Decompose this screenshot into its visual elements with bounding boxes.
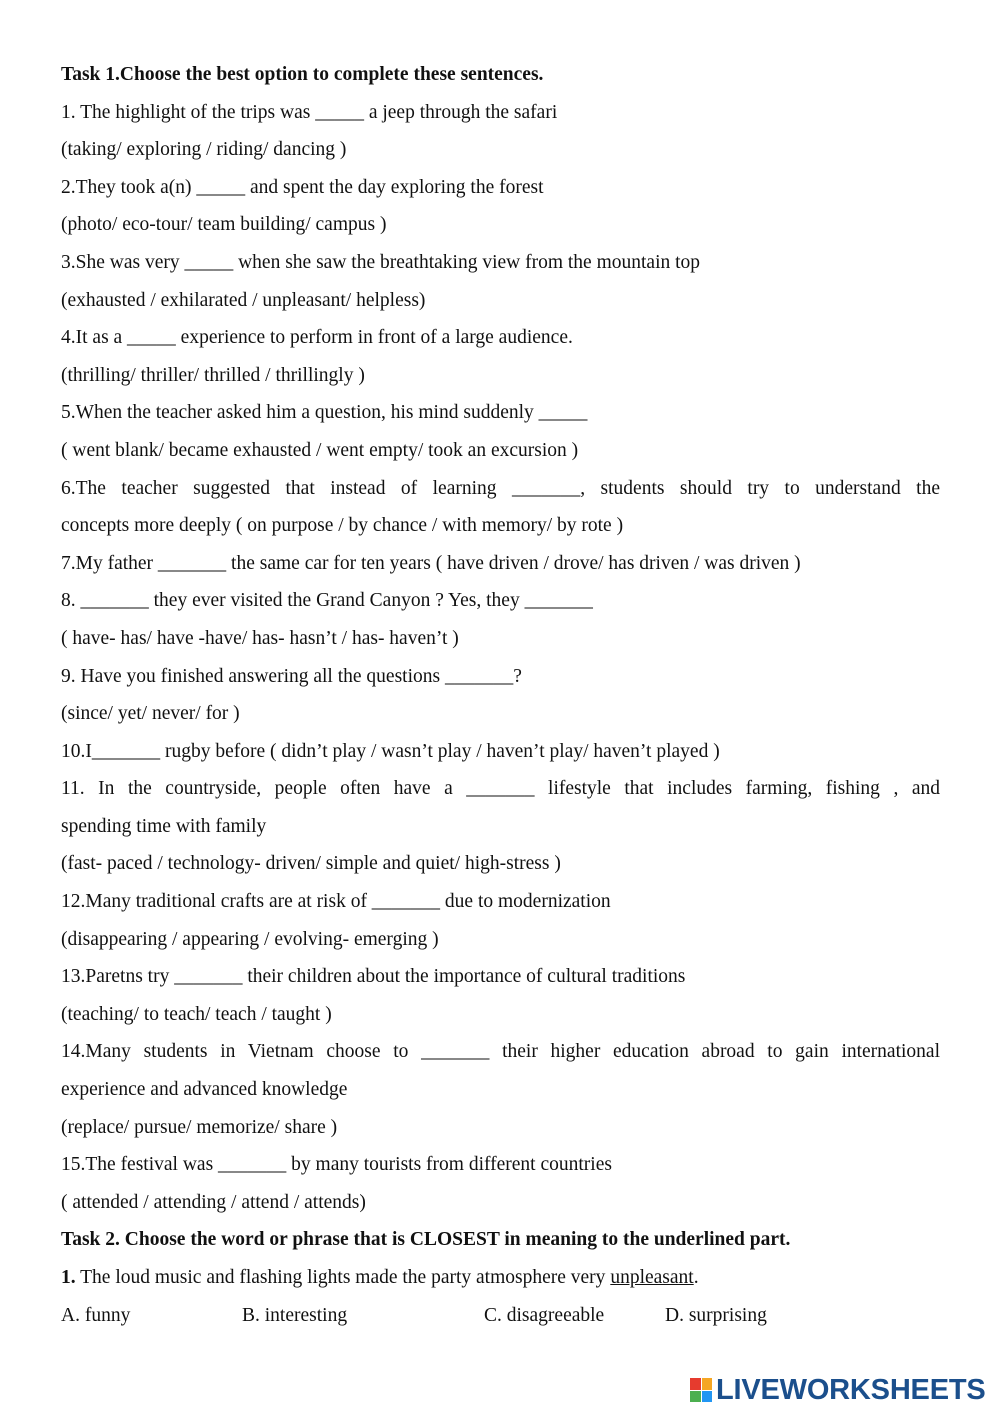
options-line: (since/ yet/ never/ for ) xyxy=(61,703,240,725)
option-a[interactable]: A. funny xyxy=(61,1304,131,1326)
options-line: (fast- paced / technology- driven/ simple and quiet/ high-stress ) xyxy=(61,853,561,875)
question-line: 4.It as a _____ experience to perform in front of a large audience. xyxy=(61,327,573,349)
question-line: concepts more deeply ( on purpose / by chance / with memory/ by rote ) xyxy=(61,515,624,537)
options-line: (taking/ exploring / riding/ dancing ) xyxy=(61,139,347,161)
option-c[interactable]: C. disagreeable xyxy=(484,1304,605,1326)
question-line: 10.I_______ rugby before ( didn’t play / wasn’t play / haven’t play/ haven’t played ) xyxy=(61,740,720,762)
options-line: (thrilling/ thriller/ thrilled / thrillingly ) xyxy=(61,364,365,386)
question-line: experience and advanced knowledge xyxy=(61,1079,348,1101)
question-line: 14.Many students in Vietnam choose to _______ their higher education abroad to gain international xyxy=(61,1041,940,1063)
options-line: (replace/ pursue/ memorize/ share ) xyxy=(61,1116,338,1138)
options-line: (teaching/ to teach/ teach / taught ) xyxy=(61,1003,332,1025)
worksheet-page xyxy=(61,56,940,1334)
task1-title: Task 1.Choose the best option to complete these sentences. xyxy=(61,64,544,85)
question-end: . xyxy=(693,1267,699,1288)
question-line: 6.The teacher suggested that instead of learning _______, students should try to understand the xyxy=(61,477,940,499)
question-number: 1. xyxy=(61,1267,76,1288)
task1-questions xyxy=(61,94,940,1222)
question-line: 7.My father _______ the same car for ten years ( have driven / drove/ has driven / was driven ) xyxy=(61,552,801,574)
options-line: (disappearing / appearing / evolving- emerging ) xyxy=(61,928,439,950)
options-line: (exhausted / exhilarated / unpleasant/ helpless) xyxy=(61,289,426,311)
question-line: 9. Have you finished answering all the questions _______? xyxy=(61,665,522,687)
options-line: ( have- has/ have -have/ has- hasn’t / has- haven’t ) xyxy=(61,627,459,649)
options-line: ( attended / attending / attend / attends) xyxy=(61,1191,366,1213)
question-line: 3.She was very _____ when she saw the breathtaking view from the mountain top xyxy=(61,251,701,273)
task2-title: Task 2. Choose the word or phrase that is CLOSEST in meaning to the underlined part. xyxy=(61,1229,791,1251)
task2-question-1 xyxy=(61,1259,940,1297)
task2-options xyxy=(61,1297,940,1335)
question-text: The loud music and flashing lights made the party atmosphere very xyxy=(75,1267,611,1288)
question-line: 5.When the teacher asked him a question, his mind suddenly _____ xyxy=(61,402,588,424)
question-line: 8. _______ they ever visited the Grand Canyon ? Yes, they _______ xyxy=(61,590,593,612)
options-line: ( went blank/ became exhausted / went empty/ took an excursion ) xyxy=(61,439,579,461)
question-line: 15.The festival was _______ by many tourists from different countries xyxy=(61,1154,612,1176)
option-b[interactable]: B. interesting xyxy=(242,1304,348,1326)
question-line: 2.They took a(n) _____ and spent the day exploring the forest xyxy=(61,176,544,198)
question-line: 12.Many traditional crafts are at risk of _______ due to modernization xyxy=(61,891,611,913)
underlined-word: unpleasant xyxy=(610,1267,694,1288)
liveworksheets-logo xyxy=(690,1374,986,1406)
question-line: 1. The highlight of the trips was _____ a jeep through the safari xyxy=(61,101,558,123)
options-line: (photo/ eco-tour/ team building/ campus ) xyxy=(61,214,387,236)
option-d[interactable]: D. surprising xyxy=(665,1304,767,1326)
question-line: spending time with family xyxy=(61,815,267,837)
question-line: 13.Paretns try _______ their children about the importance of cultural traditions xyxy=(61,966,686,988)
liveworksheets-logo-text: LIVEWORKSHEETS xyxy=(716,1373,986,1406)
question-line: 11. In the countryside, people often have a _______ lifestyle that includes farming, fishing , and xyxy=(61,778,940,800)
liveworksheets-logo-icon xyxy=(690,1378,712,1402)
